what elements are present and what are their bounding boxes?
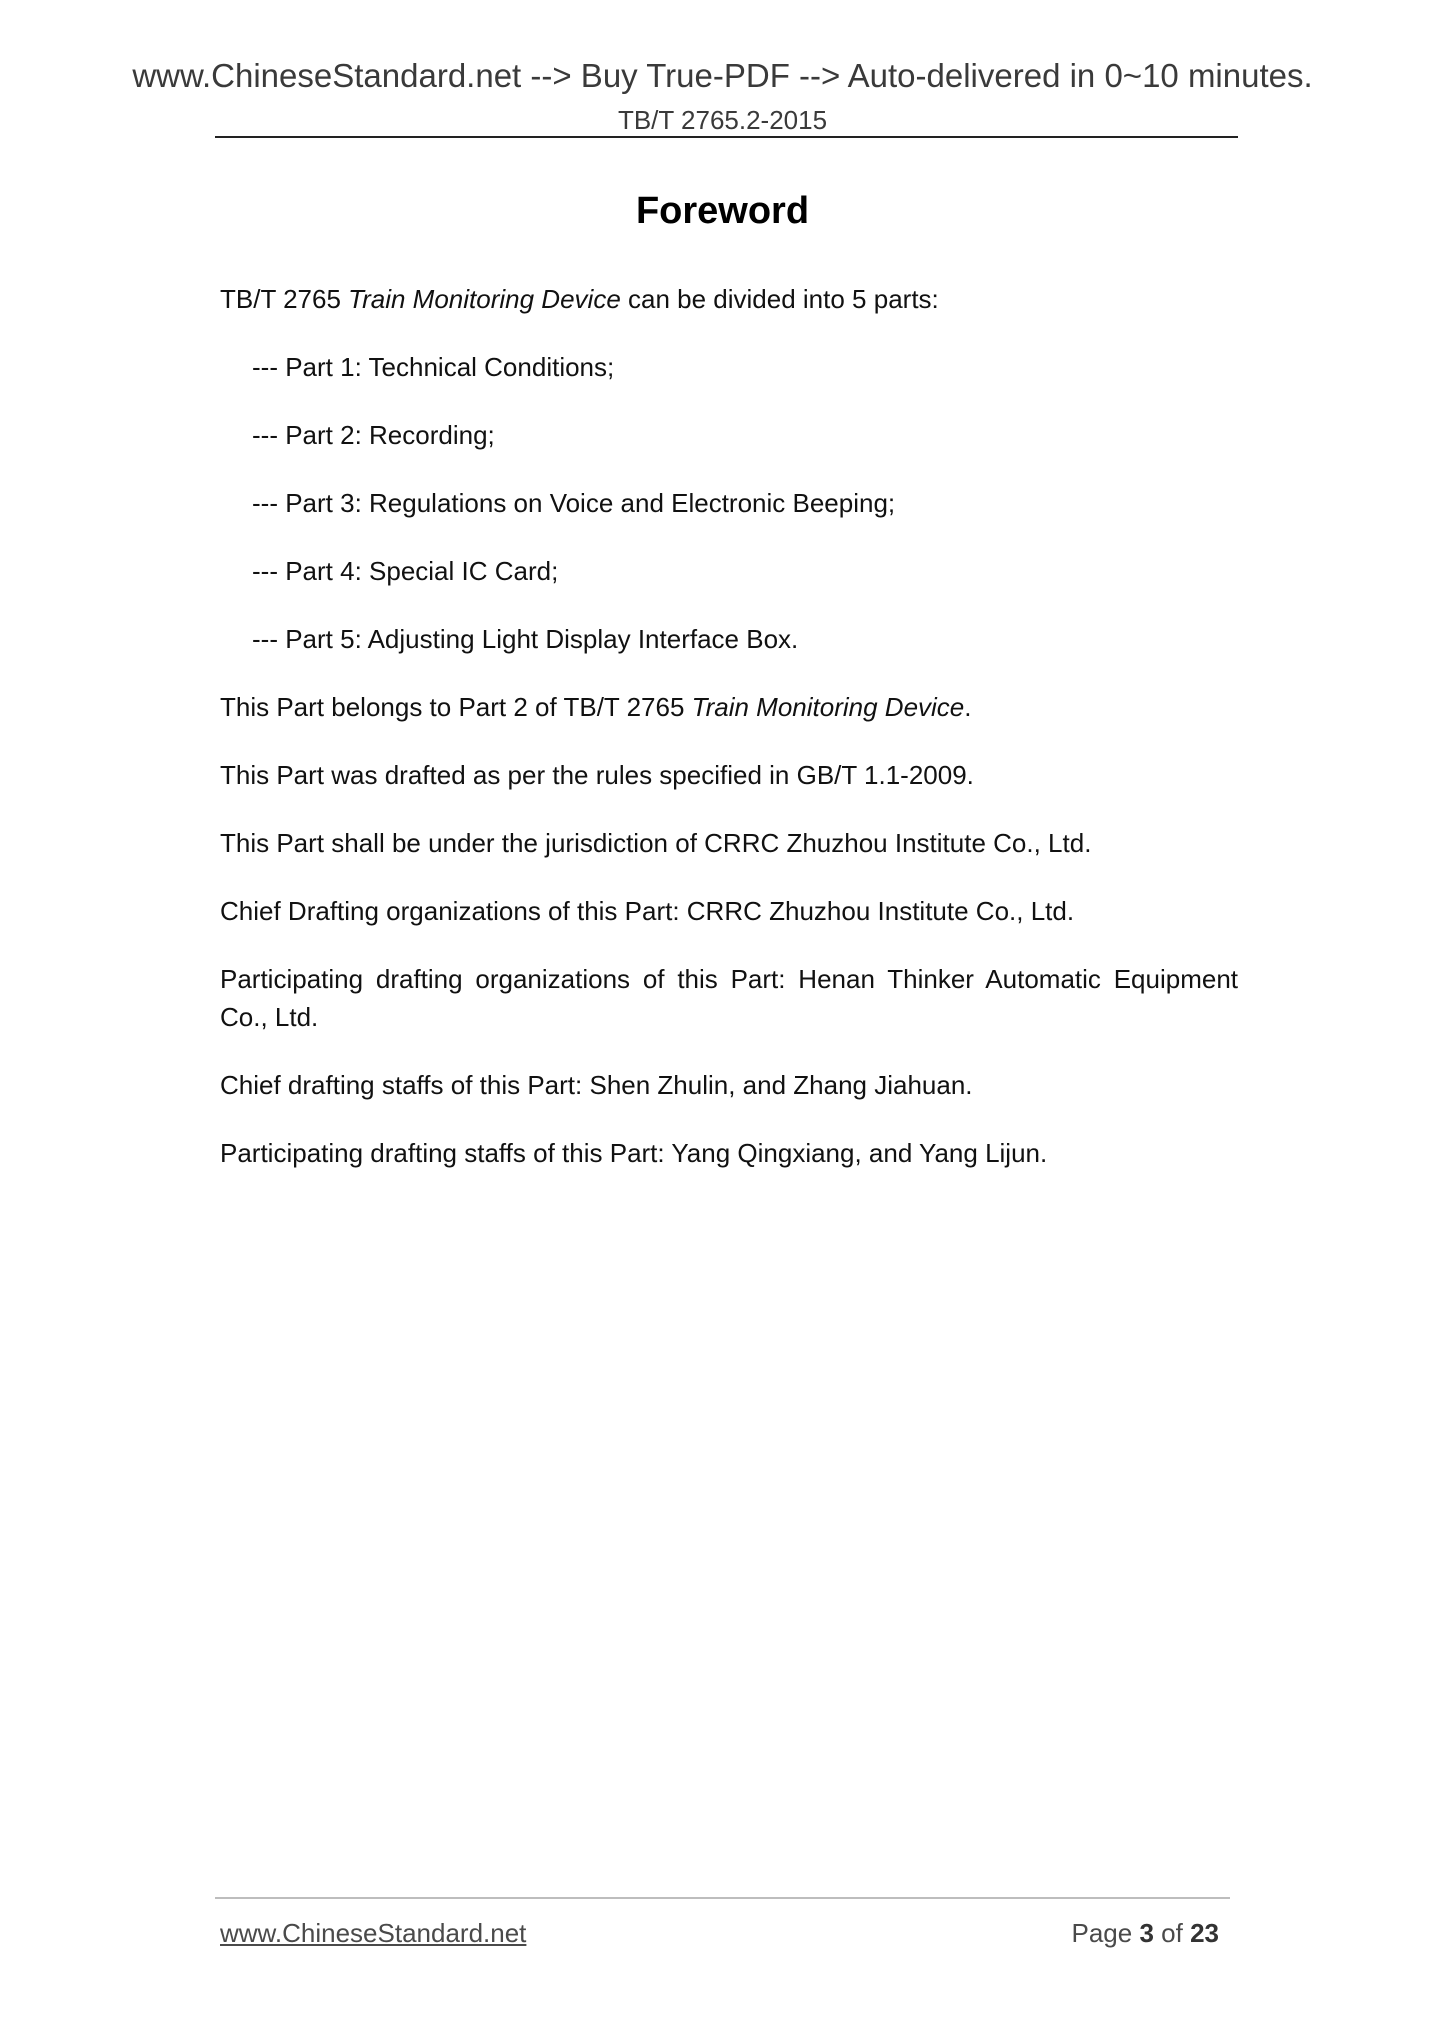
belongs-paragraph: [220, 688, 1238, 726]
participating-staff-paragraph: Participating drafting staffs of this Part: Yang Qingxiang, and Yang Lijun.: [220, 1138, 1048, 1168]
list-item-part-1: --- Part 1: Technical Conditions;: [252, 352, 615, 382]
footer-website-link[interactable]: www.ChineseStandard.net: [220, 1918, 527, 1948]
list-item-part-5: --- Part 5: Adjusting Light Display Interface Box.: [252, 624, 799, 654]
page-title: Foreword: [635, 190, 810, 232]
chief-staff-paragraph: Chief drafting staffs of this Part: Shen Zhulin, and Zhang Jiahuan.: [220, 1070, 973, 1100]
list-item-part-3: --- Part 3: Regulations on Voice and Electronic Beeping;: [252, 488, 896, 518]
participating-organizations-paragraph: Participating drafting organizations of this Part: Henan Thinker Automatic Equipment Co., Ltd.: [220, 964, 1238, 1032]
belongs-title-italic: Train Monitoring Device: [691, 692, 965, 722]
header-banner: www.ChineseStandard.net --> Buy True-PDF --> Auto-delivered in 0~10 minutes.: [132, 57, 1313, 94]
footer-divider: [215, 1897, 1230, 1899]
intro-prefix: TB/T 2765: [220, 284, 349, 314]
page-number: 3: [1139, 1918, 1154, 1948]
parts-list: [220, 348, 1238, 658]
list-item-part-2: --- Part 2: Recording;: [252, 420, 495, 450]
page-total: 23: [1190, 1918, 1219, 1948]
header-divider: [215, 136, 1238, 138]
jurisdiction-paragraph: This Part shall be under the jurisdiction of CRRC Zhuzhou Institute Co., Ltd.: [220, 828, 1092, 858]
standard-code: TB/T 2765.2-2015: [617, 105, 828, 135]
foreword-body: [220, 280, 1238, 1202]
page-of-label: of: [1161, 1918, 1183, 1948]
drafted-paragraph: This Part was drafted as per the rules specified in GB/T 1.1-2009.: [220, 760, 974, 790]
intro-title-italic: Train Monitoring Device: [348, 284, 621, 314]
belongs-suffix: .: [964, 692, 972, 722]
intro-suffix: can be divided into 5 parts:: [620, 284, 939, 314]
chief-organizations-paragraph: Chief Drafting organizations of this Part: CRRC Zhuzhou Institute Co., Ltd.: [220, 896, 1075, 926]
intro-paragraph: [220, 280, 1238, 318]
belongs-prefix: This Part belongs to Part 2 of TB/T 2765: [220, 692, 692, 722]
page-indicator: [1071, 1917, 1219, 1949]
page-label: Page: [1071, 1918, 1133, 1948]
list-item-part-4: --- Part 4: Special IC Card;: [252, 556, 559, 586]
